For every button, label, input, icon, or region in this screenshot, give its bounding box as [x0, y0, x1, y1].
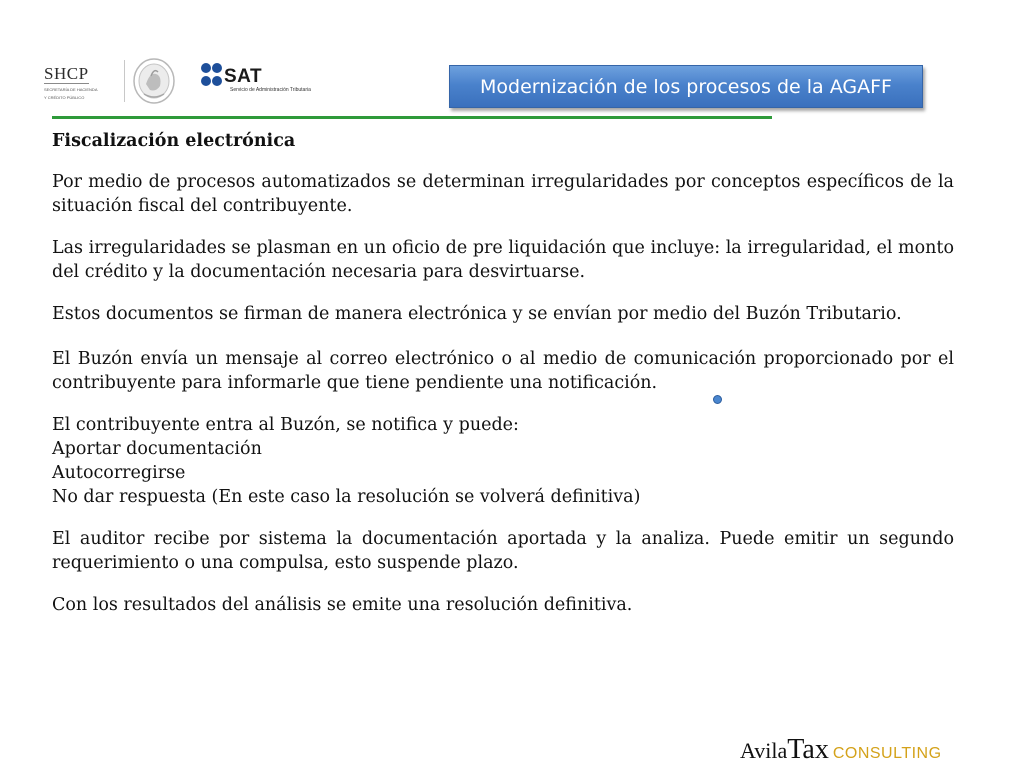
paragraph: Las irregularidades se plasman en un oficio de pre liquidación que incluye: la irregularidad, el monto del crédito y la documentación necesaria para desvirtuarse.: [52, 238, 954, 282]
shcp-logo-title: SHCP: [44, 64, 89, 83]
header: [0, 0, 1024, 120]
paragraph: Por medio de procesos automatizados se determinan irregularidades por conceptos específicos de la situación fiscal del contribuyente.: [52, 172, 954, 216]
logo-tax: Tax: [787, 734, 829, 765]
paragraph: El auditor recibe por sistema la documentación aportada y la analiza. Puede emitir un segundo requerimiento o una compulsa, esto suspende plazo.: [52, 529, 954, 573]
list-item: No dar respuesta (En este caso la resolución se volverá definitiva): [52, 487, 641, 507]
sat-logo: [200, 62, 350, 98]
header-rule: [52, 116, 772, 119]
options-list: [52, 413, 954, 509]
content: [52, 128, 954, 635]
title-banner: Modernización de los procesos de la AGAFF: [449, 65, 923, 108]
section-heading: Fiscalización electrónica: [52, 131, 296, 151]
mouse-cursor-icon: [713, 395, 722, 404]
sat-dots-icon: [200, 62, 226, 92]
avilatax-logo: [740, 734, 942, 768]
list-item: Aportar documentación: [52, 439, 262, 459]
paragraph: El Buzón envía un mensaje al correo electrónico o al medio de comunicación proporcionado por el contribuyente para informarle que tiene pendiente una notificación.: [52, 349, 954, 393]
national-seal-icon: [132, 56, 176, 106]
shcp-logo: [44, 64, 118, 104]
logo-consulting: CONSULTING: [832, 745, 942, 762]
list-intro: El contribuyente entra al Buzón, se notifica y puede:: [52, 415, 519, 435]
closing-paragraph: Con los resultados del análisis se emite una resolución definitiva.: [52, 595, 633, 615]
sat-logo-name: SAT: [224, 66, 263, 87]
paragraph: Estos documentos se firman de manera electrónica y se envían por medio del Buzón Tributario.: [52, 304, 902, 324]
logo-avila: Avila: [740, 738, 788, 763]
shcp-logo-subtitle-2: Y CRÉDITO PÚBLICO: [44, 95, 85, 100]
list-item: Autocorregirse: [52, 463, 186, 483]
shcp-logo-subtitle-1: SECRETARÍA DE HACIENDA: [44, 87, 98, 92]
logo-divider: [124, 60, 125, 102]
sat-logo-subtitle: Servicio de Administración Tributaria: [230, 87, 311, 93]
